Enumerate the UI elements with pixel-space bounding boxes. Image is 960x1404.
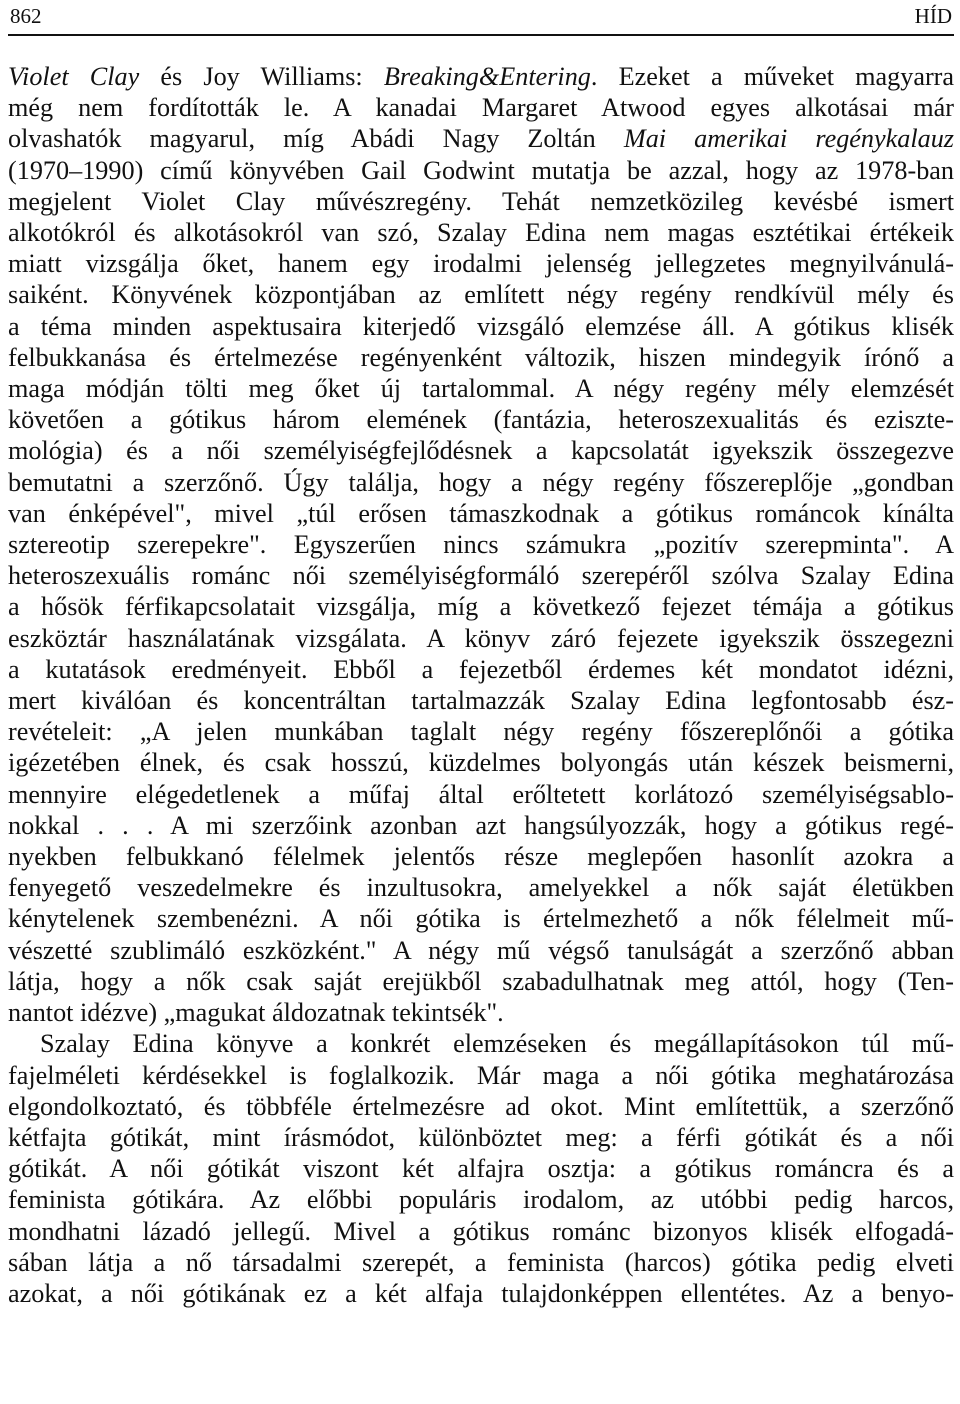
text-segment: revételeit: „A jelen munkában taglalt négy regény főszereplőnői a gótika: [8, 717, 954, 747]
text-segment: a kutatások eredményeit. Ebből a fejezetből érdemes két mondatot idézni,: [8, 654, 954, 684]
text-line: [8, 311, 954, 342]
text-segment: a hősök férfikapcsolatait vizsgálja, míg a következő fejezet témája a gótikus: [8, 592, 954, 622]
text-line: [8, 186, 954, 217]
text-segment: fenyegető veszedelmekre és inzultusokra, amelyekkel a nők saját életükben: [8, 873, 954, 903]
text-segment: Szalay Edina könyve a konkrét elemzéseken és megállapításokon túl mű-: [40, 1029, 954, 1059]
text-segment: látja, hogy a nők csak saját erejükből szabadulhatnak meg attól, hogy (Ten-: [8, 966, 954, 996]
text-line: [8, 997, 954, 1028]
text-line: [8, 155, 954, 186]
text-line: [8, 1184, 954, 1215]
text-line: [8, 279, 954, 310]
text-line: [8, 1247, 954, 1278]
text-segment: miatt vizsgálja őket, hanem egy irodalmi jelenség jellegzetes megnyilvánulá-: [8, 249, 954, 279]
text-segment: alkotókról és alkotásokról van szó, Szalay Edina nem magas esztétikai értékeik: [8, 218, 954, 248]
text-line: [8, 903, 954, 934]
body-text: [8, 61, 954, 1309]
text-line: [8, 248, 954, 279]
text-segment: nyekben felbukkanó félelmek jelentős része meglepően hasonlít azokra a: [8, 842, 954, 872]
text-line: [8, 529, 954, 560]
text-segment: sában látja a nő társadalmi szerepét, a feminista (harcos) gótika pedig elveti: [8, 1247, 954, 1277]
text-segment: elgondolkoztató, és többféle értelmezésre ad okot. Mint említettük, a szerzőnő: [8, 1091, 954, 1121]
text-segment: még nem fordították le. A kanadai Margaret Atwood egyes alkotásai már: [8, 93, 954, 123]
text-segment: (1970–1990) című könyvében Gail Godwint mutatja be azzal, hogy az 1978-ban: [8, 155, 954, 185]
text-segment: igézetében élnek, és csak hosszú, küzdelmes bolyongás után készek beismerni,: [8, 748, 954, 778]
text-line: [8, 935, 954, 966]
text-segment: kétfajta gótikát, mint írásmódot, különböztet meg: a férfi gótikát és a női: [8, 1122, 954, 1152]
text-segment: mondhatni lázadó jellegű. Mivel a gótikus románc bizonyos klisék elfogadá-: [8, 1216, 954, 1246]
text-segment: vészetté szublimáló eszközként." A négy mű végső tanulságát a szerzőnő abban: [8, 935, 954, 965]
text-line: [8, 435, 954, 466]
text-segment: mológia) és a női személyiségfejlődésnek a kapcsolatát igyekszik összegezve: [8, 436, 954, 466]
text-line: [8, 1060, 954, 1091]
text-segment: bemutatni a szerzőnő. Úgy találja, hogy a négy regény főszereplője „gondban: [8, 467, 954, 497]
text-line: [8, 810, 954, 841]
text-segment: feminista gótikára. Az előbbi populáris irodalom, az utóbbi pedig harcos,: [8, 1185, 954, 1215]
journal-title: HÍD: [914, 4, 952, 28]
text-line: [8, 1153, 954, 1184]
text-segment: olvashatók magyarul, míg Abádi Nagy Zoltán: [8, 124, 624, 154]
text-line: [8, 1091, 954, 1122]
text-segment: és Joy Williams:: [139, 62, 384, 91]
text-line: [8, 467, 954, 498]
text-segment: van énképével", mivel „túl erősen támaszkodnak a gótikus románcok kínálta: [8, 498, 954, 528]
text-line: [8, 779, 954, 810]
text-segment: a téma minden aspektusaira kiterjedő vizsgáló elemzése áll. A gótikus klisék: [8, 311, 954, 341]
text-segment: megjelent Violet Clay művészregény. Tehát nemzetközileg kevésbé ismert: [8, 186, 954, 216]
text-line: [8, 1028, 954, 1059]
text-line: [8, 123, 954, 154]
text-segment: követően a gótikus három elemének (fantázia, heteroszexualitás és eziszte-: [8, 405, 954, 435]
text-line: [8, 716, 954, 747]
text-line: [8, 685, 954, 716]
text-line: [8, 498, 954, 529]
text-segment: saiként. Könyvének központjában az említett négy regény rendkívül mély és: [8, 280, 954, 310]
text-segment: sztereotip szerepekre". Egyszerűen nincs számukra „pozitív szerepminta". A: [8, 530, 954, 560]
text-line: [8, 591, 954, 622]
text-segment: heteroszexuális románc női személyiségformáló szerepéről szólva Szalay Edina: [8, 561, 954, 591]
text-segment: fajelméleti kérdésekkel is foglalkozik. Már maga a női gótika meghatározása: [8, 1060, 954, 1090]
text-line: [8, 747, 954, 778]
italic-title-text: Breaking&Entering: [383, 62, 591, 91]
text-line: [8, 654, 954, 685]
italic-title-text: Violet Clay: [8, 62, 140, 91]
text-line: [8, 217, 954, 248]
text-segment: felbukkanása és értelmezése regényenként változik, hiszen mindegyik írónő a: [8, 342, 954, 372]
text-line: [8, 623, 954, 654]
text-line: [8, 966, 954, 997]
text-line: [8, 61, 954, 92]
running-header: [8, 6, 954, 36]
text-segment: eszköztár használatának vizsgálata. A könyv záró fejezete igyekszik összegezni: [8, 623, 954, 653]
text-segment: maga módján tölti meg őket új tartalommal. A négy regény mély elemzését: [8, 374, 954, 404]
text-line: [8, 373, 954, 404]
text-line: [8, 1278, 954, 1309]
text-segment: mennyire elégedetlenek a műfaj által erőltetett korlátozó személyiségsablo-: [8, 779, 954, 809]
text-line: [8, 342, 954, 373]
text-line: [8, 1216, 954, 1247]
text-line: [8, 841, 954, 872]
text-segment: azokat, a női gótikának ez a két alfaja tulajdonképpen ellentétes. Az a benyo-: [8, 1278, 954, 1308]
text-segment: . Ezeket a műveket magyarra: [590, 62, 955, 91]
italic-title-text: Mai amerikai regénykalauz: [623, 124, 954, 154]
text-segment: nokkal . . . A mi szerzőink azonban azt hangsúlyozzák, hogy a gótikus regé-: [8, 810, 954, 840]
text-segment: mert kiválóan és koncentráltan tartalmazzák Szalay Edina legfontosabb ész-: [8, 686, 954, 716]
text-line: [8, 404, 954, 435]
page-number: 862: [10, 4, 42, 28]
text-line: [8, 1122, 954, 1153]
text-line: [8, 92, 954, 123]
text-line: [8, 560, 954, 591]
text-segment: gótikát. A női gótikát viszont két alfajra osztja: a gótikus románcra és a: [8, 1154, 954, 1184]
text-line: [8, 872, 954, 903]
text-segment: kénytelenek szembenézni. A női gótika is értelmezhető a nők félelmeit mű-: [8, 904, 954, 934]
text-segment: nantot idézve) „magukat áldozatnak tekintsék".: [8, 998, 504, 1028]
